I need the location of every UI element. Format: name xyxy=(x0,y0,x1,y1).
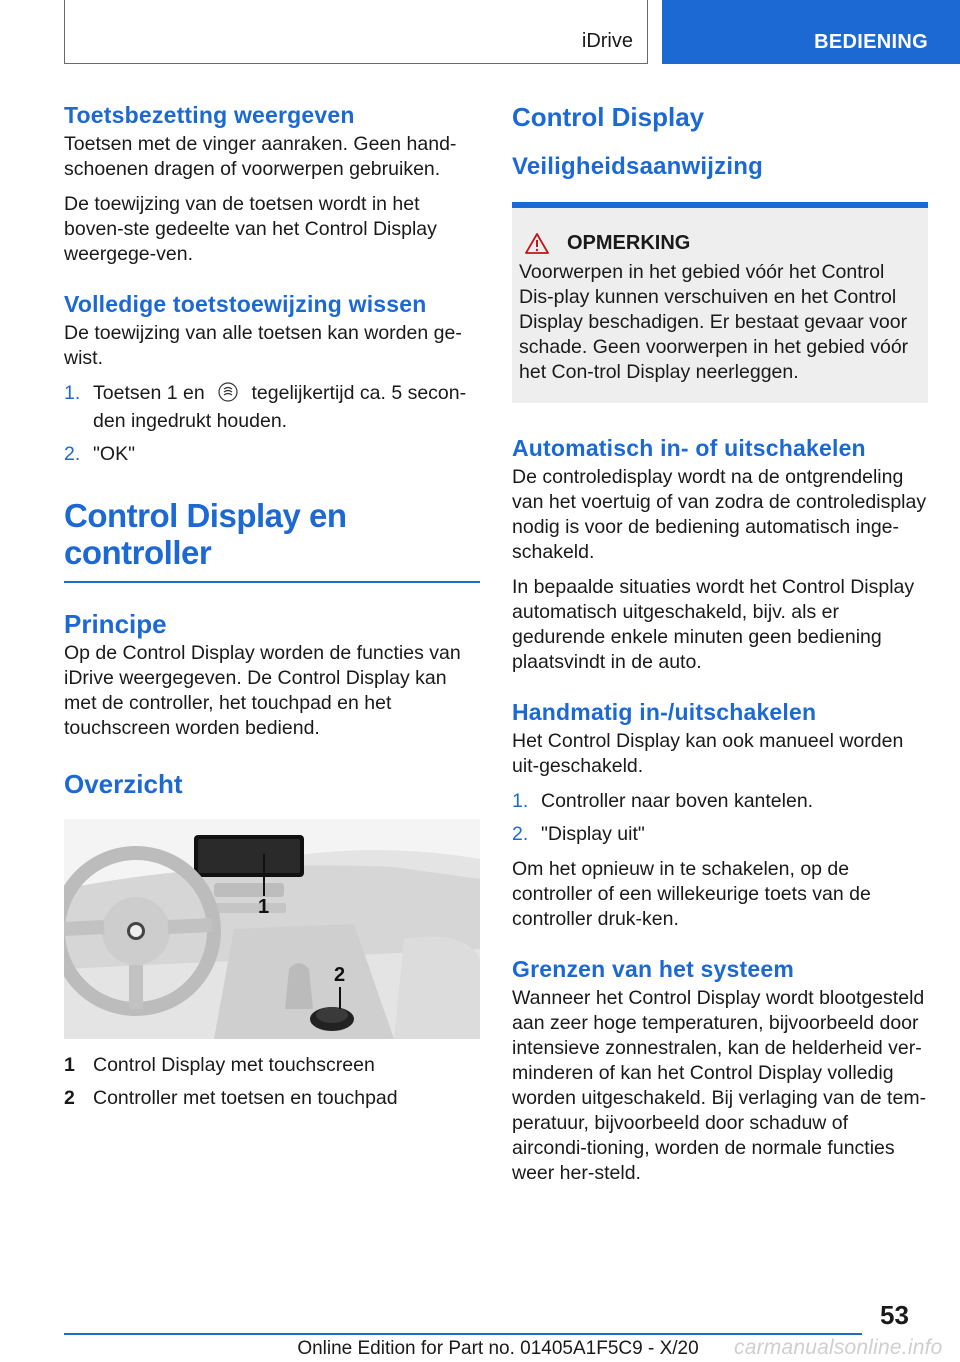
handmatig-steps xyxy=(512,789,928,847)
list-item xyxy=(64,442,480,467)
legend-number: 1 xyxy=(64,1054,75,1076)
step-text-b: tegelijkertijd ca. 5 secon-den ingedrukt houden. xyxy=(93,382,467,432)
wissen-steps xyxy=(64,381,480,467)
heading-control-display: Control Display xyxy=(512,102,705,132)
voice-icon xyxy=(218,382,238,409)
warning-title: OPMERKING xyxy=(567,232,691,254)
heading-grenzen: Grenzen van het systeem xyxy=(512,956,794,982)
heading-automatisch: Automatisch in- of uitschakelen xyxy=(512,435,866,461)
heading-handmatig: Handmatig in-/uitschakelen xyxy=(512,699,817,725)
paragraph-toets-1: Toetsen met de vinger aanraken. Geen hand-schoenen dragen of voorwerpen gebruiken. xyxy=(64,133,457,180)
paragraph-handmatig: Het Control Display kan ook manueel worden uit-geschakeld. xyxy=(512,730,904,777)
figure-legend xyxy=(64,1053,480,1111)
paragraph-wissen: De toewijzing van alle toetsen kan worden ge-wist. xyxy=(64,322,462,369)
step-text-a: Toetsen 1 en xyxy=(93,382,205,404)
header-section-title: iDrive xyxy=(581,30,633,52)
step-number: 2. xyxy=(512,823,529,845)
step-number: 1. xyxy=(64,382,81,404)
legend-text: Controller met toetsen en touchpad xyxy=(93,1087,398,1109)
step-text: "Display uit" xyxy=(541,823,645,845)
heading-wissen: Volledige toetstoewijzing wissen xyxy=(64,291,427,317)
list-item xyxy=(64,381,480,434)
step-text: "OK" xyxy=(93,443,136,465)
step-number: 2. xyxy=(64,443,81,465)
heading-principe: Principe xyxy=(64,609,167,639)
dashboard-illustration-svg xyxy=(64,819,480,1039)
list-item xyxy=(512,822,928,847)
warning-text: Voorwerpen in het gebied vóór het Control Dis-play kunnen verschuiven en het Control Display beschadigen. Er bestaat gevaar voor schade. Geen voorwerpen in het gebied vóór het Con-trol Display neerleggen. xyxy=(519,261,909,383)
callout-2: 2 xyxy=(334,964,346,986)
header-chapter-title: BEDIENING xyxy=(814,31,928,53)
paragraph-toets-2: De toewijzing van de toetsen wordt in het boven-ste gedeelte van het Control Display weergege-ven. xyxy=(64,193,437,265)
header-section-box xyxy=(64,0,648,64)
heading-overzicht: Overzicht xyxy=(64,769,183,799)
page-number: 53 xyxy=(880,1300,909,1330)
step-number: 1. xyxy=(512,790,529,812)
paragraph-grenzen: Wanneer het Control Display wordt blootgesteld aan zeer hoge temperaturen, bijvoorbeeld door intensieve zonnestralen, kan de helderheid ver-minderen of kan het Control Display volledig worden uitgeschakeld. Bij verlaging van de tem-peratuur, bijvoorbeeld door schaduw of aircondi-tioning, worden de normale functies weer her-steld. xyxy=(512,987,927,1184)
dashboard-illustration xyxy=(64,819,480,1039)
step-text: Controller naar boven kantelen. xyxy=(541,790,814,812)
footer-rule xyxy=(64,1333,862,1335)
right-column xyxy=(512,100,928,1196)
callout-1: 1 xyxy=(258,896,270,918)
list-item xyxy=(64,1086,480,1111)
paragraph-principe: Op de Control Display worden de functies van iDrive weergegeven. De Control Display kan met de controller, het touchpad en het touchscreen worden bediend. xyxy=(64,642,461,739)
chapter-heading: Control Display en controller xyxy=(64,497,347,571)
header-chapter-tab xyxy=(662,0,960,64)
warning-triangle-icon xyxy=(525,233,549,254)
paragraph-auto-2: In bepaalde situaties wordt het Control Display automatisch uitgeschakeld, bijv. als er gedurende enkele minuten geen bediening plaatsvindt in de auto. xyxy=(512,576,915,673)
legend-text: Control Display met touchscreen xyxy=(93,1054,375,1076)
list-item xyxy=(64,1053,480,1078)
left-column xyxy=(64,100,480,1119)
chapter-rule xyxy=(64,581,480,583)
heading-veiligheid: Veiligheidsaanwijzing xyxy=(512,153,763,180)
watermark: carmanualsonline.info xyxy=(734,1336,943,1359)
footer-edition-text: Online Edition for Part no. 01405A1F5C9 - X/20 xyxy=(297,1338,699,1359)
legend-number: 2 xyxy=(64,1087,75,1109)
warning-box xyxy=(512,202,928,403)
warning-title-row xyxy=(519,230,921,256)
list-item xyxy=(512,789,928,814)
paragraph-handmatig-2: Om het opnieuw in te schakelen, op de controller of een willekeurige toets van de controller druk-ken. xyxy=(512,858,871,930)
paragraph-auto-1: De controledisplay wordt na de ontgrendeling van het voertuig of van zodra de controledisplay nodig is voor de bediening automatisch inge-schakeld. xyxy=(512,466,927,563)
heading-toetsbezetting: Toetsbezetting weergeven xyxy=(64,102,355,128)
step-text xyxy=(93,381,480,434)
